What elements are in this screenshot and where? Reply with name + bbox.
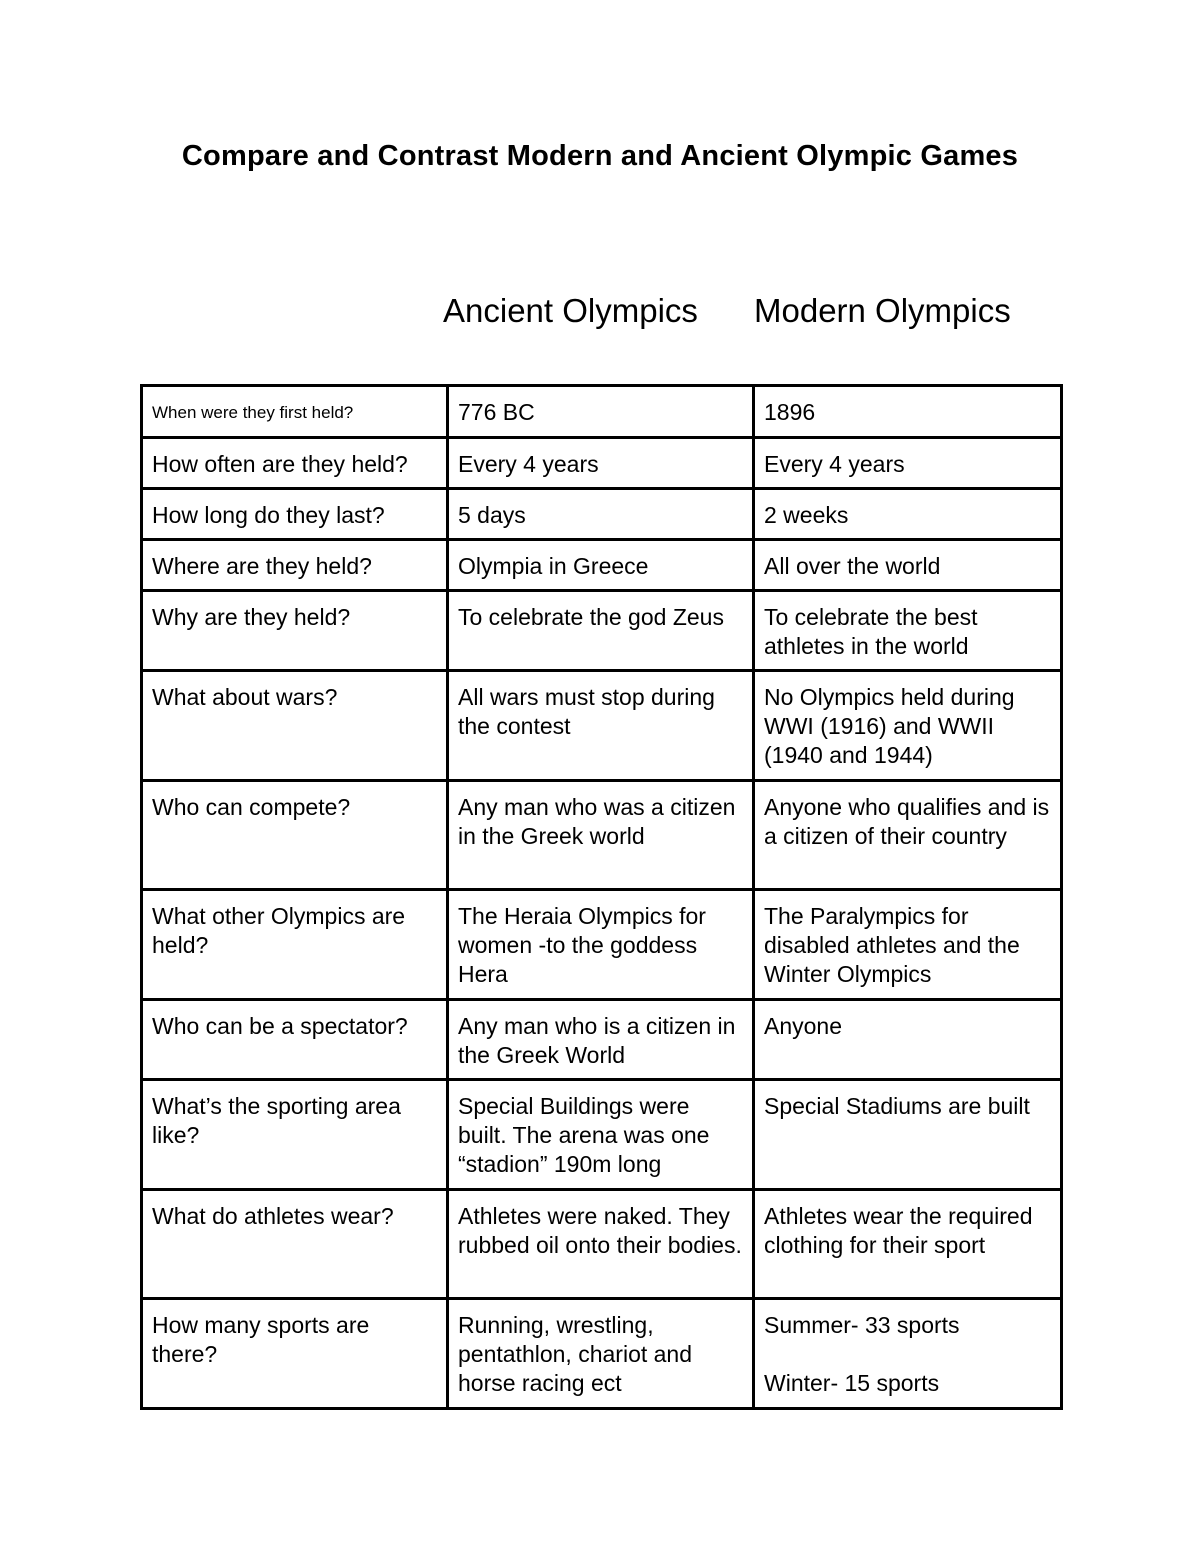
comparison-table xyxy=(140,384,1063,1410)
table-row xyxy=(142,1000,1062,1080)
modern-summer-sports: Summer- 33 sports xyxy=(764,1312,960,1338)
modern-cell: No Olympics held during WWI (1916) and WWII (1940 and 1944) xyxy=(754,671,1062,781)
ancient-cell: 776 BC xyxy=(448,386,754,438)
question-cell: What’s the sporting area like? xyxy=(142,1080,448,1190)
ancient-cell: Olympia in Greece xyxy=(448,540,754,591)
modern-cell: Special Stadiums are built xyxy=(754,1080,1062,1190)
modern-cell: Anyone who qualifies and is a citizen of their country xyxy=(754,781,1062,890)
question-cell: Where are they held? xyxy=(142,540,448,591)
question-cell: How often are they held? xyxy=(142,438,448,489)
column-header-modern: Modern Olympics xyxy=(754,292,1011,329)
ancient-cell: To celebrate the god Zeus xyxy=(448,591,754,671)
question-cell: What do athletes wear? xyxy=(142,1190,448,1299)
question-cell: What other Olympics are held? xyxy=(142,890,448,1000)
ancient-cell: Any man who is a citizen in the Greek World xyxy=(448,1000,754,1080)
question-cell: Who can compete? xyxy=(142,781,448,890)
table-row xyxy=(142,1190,1062,1299)
question-cell: Who can be a spectator? xyxy=(142,1000,448,1080)
modern-winter-sports: Winter- 15 sports xyxy=(764,1370,940,1396)
question-cell: How long do they last? xyxy=(142,489,448,540)
modern-cell: 2 weeks xyxy=(754,489,1062,540)
ancient-cell: Athletes were naked. They rubbed oil onto their bodies. xyxy=(448,1190,754,1299)
table-row xyxy=(142,1299,1062,1409)
column-header-ancient: Ancient Olympics xyxy=(443,292,698,329)
question-cell: How many sports are there? xyxy=(142,1299,448,1409)
line-gap xyxy=(764,1340,1052,1369)
ancient-cell: All wars must stop during the contest xyxy=(448,671,754,781)
table-row xyxy=(142,671,1062,781)
modern-cell: Anyone xyxy=(754,1000,1062,1080)
table-row xyxy=(142,540,1062,591)
question-cell: What about wars? xyxy=(142,671,448,781)
modern-cell: To celebrate the best athletes in the world xyxy=(754,591,1062,671)
table-row xyxy=(142,591,1062,671)
table-row xyxy=(142,489,1062,540)
page-title: Compare and Contrast Modern and Ancient Olympic Games xyxy=(181,140,1019,172)
table-row xyxy=(142,781,1062,890)
modern-cell: All over the world xyxy=(754,540,1062,591)
table-row xyxy=(142,890,1062,1000)
modern-cell: The Paralympics for disabled athletes and the Winter Olympics xyxy=(754,890,1062,1000)
table-row xyxy=(142,1080,1062,1190)
ancient-cell: 5 days xyxy=(448,489,754,540)
modern-cell: Every 4 years xyxy=(754,438,1062,489)
modern-cell: 1896 xyxy=(754,386,1062,438)
ancient-cell: Special Buildings were built. The arena was one “stadion” 190m long xyxy=(448,1080,754,1190)
ancient-cell: Every 4 years xyxy=(448,438,754,489)
question-cell: Why are they held? xyxy=(142,591,448,671)
ancient-cell: Any man who was a citizen in the Greek world xyxy=(448,781,754,890)
ancient-cell: The Heraia Olympics for women -to the goddess Hera xyxy=(448,890,754,1000)
table-row xyxy=(142,438,1062,489)
modern-cell xyxy=(754,1299,1062,1409)
question-cell: When were they first held? xyxy=(142,386,448,438)
modern-cell: Athletes wear the required clothing for their sport xyxy=(754,1190,1062,1299)
table-row xyxy=(142,386,1062,438)
ancient-cell: Running, wrestling, pentathlon, chariot and horse racing ect xyxy=(448,1299,754,1409)
